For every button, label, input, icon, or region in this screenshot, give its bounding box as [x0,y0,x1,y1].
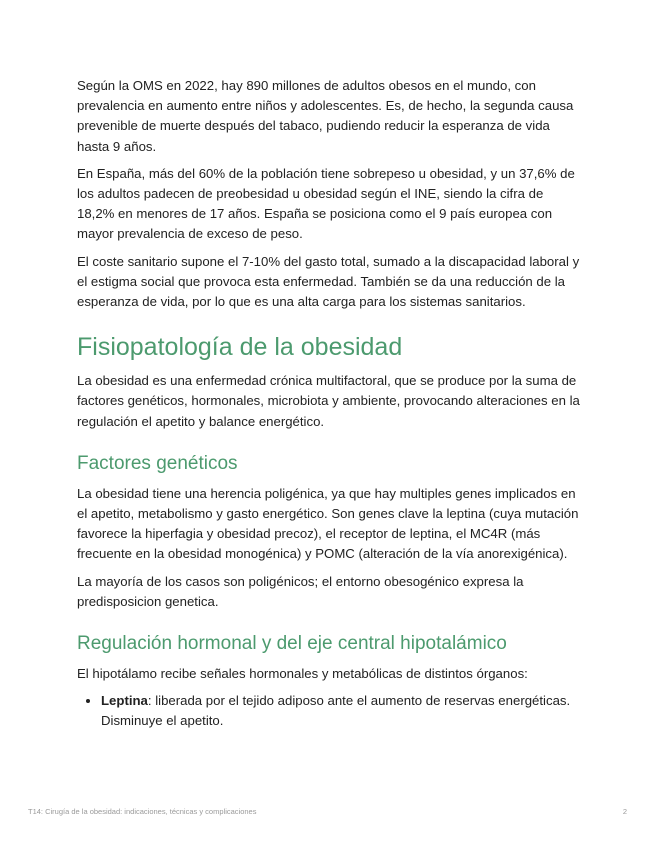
bullet-leptina-text: : liberada por el tejido adiposo ante el aumento de reservas energéticas. Disminuye el apetito. [101,693,571,729]
intro-paragraph-3: El coste sanitario supone el 7-10% del gasto total, sumado a la discapacidad laboral y el estigma social que provoca esta enfermedad. También se da una reducción de la esperanza de vida, por lo que es una alta carga para los sistemas sanitarios. [77,253,580,310]
hormonal-bullet-list [77,691,582,731]
page-number: 2 [622,807,627,816]
intro-paragraph-2: En España, más del 60% de la población tiene sobrepeso u obesidad, y un 37,6% de los adultos padecen de preobesidad u obesidad según el INE, siendo la cifra de 18,2% en menores de 17 años. España se posiciona como el 9 país europea con mayor prevalencia de exceso de peso. [77,165,575,242]
bullet-leptina [101,691,582,731]
page-footer [28,807,627,816]
fisiopatologia-paragraph: La obesidad es una enfermedad crónica multifactoral, que se produce por la suma de factores genéticos, hormonales, microbiota y ambiente, provocando alteraciones en la regulación el apetito y balance energético. [77,373,580,429]
heading-factores-geneticos: Factores genéticos [77,452,238,474]
geneticos-paragraph-1: La obesidad tiene una herencia poligénica, ya que hay multiples genes implicados en el apetito, metabolismo y gasto energético. Son genes clave la leptina (cuya mutación favorece la hiperfagia y obesidad precoz), el receptor de leptina, el MC4R (más frecuente en la obesidad monogénica) y POMC (alteración de la vía anorexigénica). [77,485,579,562]
heading-regulacion-hormonal: Regulación hormonal y del eje central hipotalámico [77,633,507,655]
geneticos-paragraph-2: La mayoría de los casos son poligénicos; el entorno obesogénico expresa la predisposicion genetica. [77,573,524,609]
bullet-leptina-term: Leptina [101,693,148,709]
heading-fisiopatologia: Fisiopatología de la obesidad [77,333,403,362]
page-content [77,76,582,732]
footer-title: T14: Cirugía de la obesidad: indicaciones, técnicas y complicaciones [28,807,257,816]
hormonal-paragraph: El hipotálamo recibe señales hormonales y metabólicas de distintos órganos: [77,666,528,682]
intro-paragraph-1: Según la OMS en 2022, hay 890 millones de adultos obesos en el mundo, con prevalencia en aumento entre niños y adolescentes. Es, de hecho, la segunda causa prevenible de muerte después del tabaco, pudiendo reducir la esperanza de vida hasta 9 años. [77,78,574,154]
